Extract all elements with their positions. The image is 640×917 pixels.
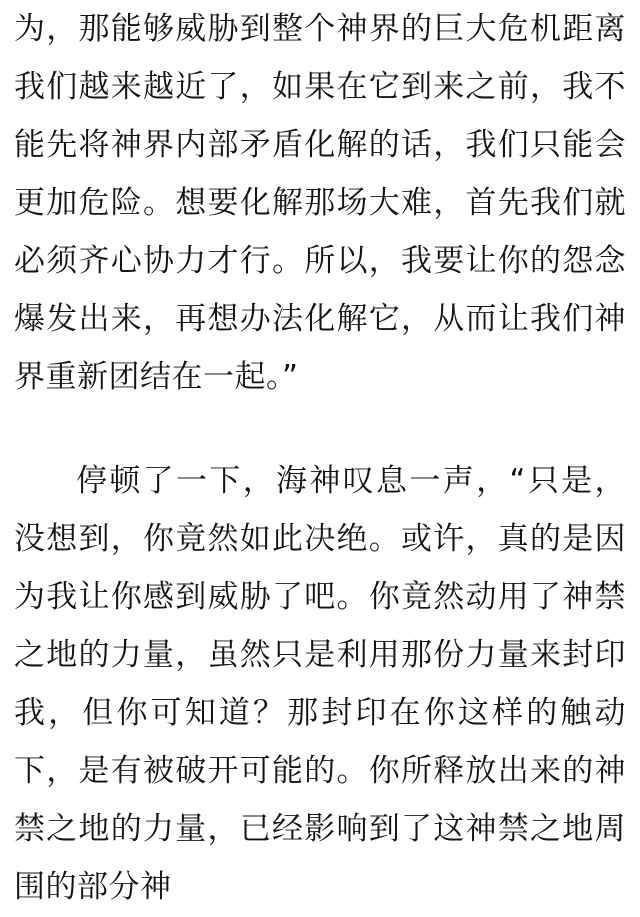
paragraph: 为，那能够威胁到整个神界的巨大危机距离我们越来越近了，如果在它到来之前，我不能先将神界内部矛盾化解的话，我们只能会更加危险。想要化解那场大难，首先我们就必须齐心协力才行。所以，我要让你的怨念爆发出来，再想办法化解它，从而让我们神界重新团结在一起。” [14, 11, 626, 395]
page-text-body [14, 0, 626, 916]
paragraph: 停顿了一下，海神叹息一声，“只是，没想到，你竟然如此决绝。或许，真的是因为我让你感到威胁了吧。你竟然动用了神禁之地的力量，虽然只是利用那份力量来封印我，但你可知道？那封印在你这样的触动下，是有被破开可能的。你所释放出来的神禁之地的力量，已经影响到了这神禁之地周围的部分神 [14, 463, 626, 905]
